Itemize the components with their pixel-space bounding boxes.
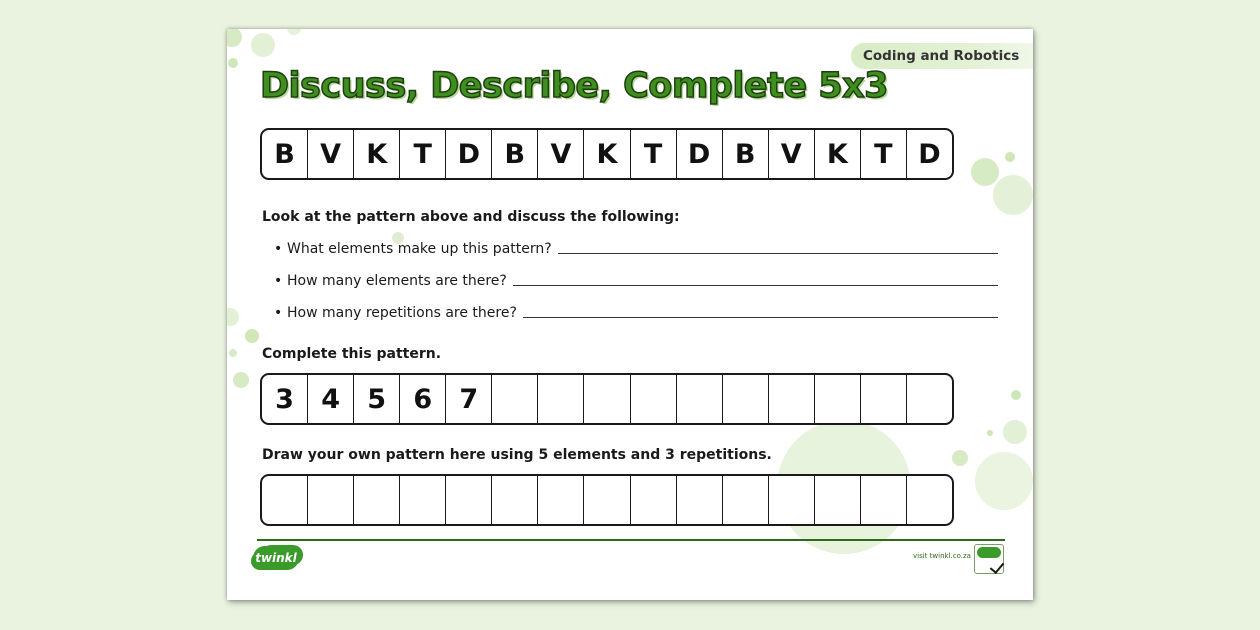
- decorative-bubble: [245, 329, 259, 343]
- pattern-cell: V: [538, 130, 584, 178]
- draw-cell[interactable]: [354, 476, 400, 524]
- decorative-bubble: [233, 372, 249, 388]
- answer-line[interactable]: [513, 285, 998, 286]
- decorative-bubble: [993, 175, 1033, 215]
- complete-cell[interactable]: [492, 375, 538, 423]
- check-icon: [990, 559, 1004, 574]
- bullet: •: [274, 241, 283, 257]
- decorative-bubble: [1005, 152, 1015, 162]
- bullet: •: [274, 273, 283, 289]
- draw-cell[interactable]: [492, 476, 538, 524]
- pattern-cell: D: [446, 130, 492, 178]
- draw-cell[interactable]: [907, 476, 952, 524]
- footer-divider: [257, 539, 1005, 541]
- draw-cell[interactable]: [446, 476, 492, 524]
- draw-pattern-strip: [260, 474, 954, 526]
- question-text: How many elements are there?: [287, 273, 507, 289]
- pattern-cell: T: [400, 130, 446, 178]
- complete-heading: Complete this pattern.: [262, 346, 442, 362]
- decorative-bubble: [1011, 390, 1021, 400]
- complete-cell[interactable]: [815, 375, 861, 423]
- pattern-strip: [260, 128, 954, 180]
- pattern-cell: D: [918, 138, 941, 170]
- complete-cell[interactable]: 6: [400, 375, 446, 423]
- complete-cell[interactable]: [723, 375, 769, 423]
- decorative-bubble: [975, 452, 1033, 510]
- decorative-bubble: [227, 29, 242, 47]
- draw-cell[interactable]: [769, 476, 815, 524]
- decorative-bubble: [952, 450, 968, 466]
- complete-pattern-strip: [260, 373, 954, 425]
- question-row: [274, 237, 998, 257]
- draw-cell[interactable]: [861, 476, 907, 524]
- pattern-cell: B: [262, 130, 308, 178]
- decorative-bubble: [1003, 420, 1027, 444]
- worksheet-page: [227, 29, 1033, 600]
- complete-cell[interactable]: [584, 375, 630, 423]
- complete-cell[interactable]: 3: [262, 375, 308, 423]
- complete-cell[interactable]: [538, 375, 584, 423]
- complete-cell[interactable]: [631, 375, 677, 423]
- complete-cell[interactable]: [769, 375, 815, 423]
- pattern-cell: K: [815, 130, 861, 178]
- pattern-cell: T: [631, 130, 677, 178]
- decorative-bubble: [971, 158, 999, 186]
- draw-cell[interactable]: [584, 476, 630, 524]
- complete-cell[interactable]: [861, 375, 907, 423]
- answer-line[interactable]: [558, 253, 998, 254]
- draw-cell[interactable]: [262, 476, 308, 524]
- pattern-cell: T: [861, 130, 907, 178]
- bullet: •: [274, 305, 283, 321]
- page-title: Discuss, Describe, Complete 5x3: [260, 66, 889, 106]
- decorative-bubble: [987, 430, 993, 436]
- decorative-bubble: [229, 349, 237, 357]
- complete-cell[interactable]: 7: [446, 375, 492, 423]
- complete-cell[interactable]: [677, 375, 723, 423]
- answer-line[interactable]: [523, 317, 998, 318]
- decorative-bubble: [251, 33, 275, 57]
- badge-cloud-icon: [977, 547, 1001, 558]
- draw-cell[interactable]: [308, 476, 354, 524]
- discuss-heading: Look at the pattern above and discuss the following:: [262, 209, 680, 225]
- decorative-bubble: [227, 308, 239, 326]
- decorative-bubble: [228, 58, 238, 68]
- draw-cell[interactable]: [400, 476, 446, 524]
- pattern-cell: V: [769, 130, 815, 178]
- pattern-cell: B: [492, 130, 538, 178]
- decorative-bubble: [287, 29, 301, 35]
- pattern-cell: B: [723, 130, 769, 178]
- draw-cell[interactable]: [677, 476, 723, 524]
- pattern-cell: K: [584, 130, 630, 178]
- question-row: [274, 301, 998, 321]
- website-link[interactable]: visit twinkl.co.za: [913, 552, 971, 560]
- complete-cell[interactable]: 4: [308, 375, 354, 423]
- twinkl-logo: twinkl: [253, 546, 299, 570]
- pattern-cell: K: [354, 130, 400, 178]
- subject-tag: Coding and Robotics: [851, 43, 1033, 69]
- pattern-cell: D: [677, 130, 723, 178]
- complete-cell[interactable]: [907, 375, 952, 423]
- question-text: What elements make up this pattern?: [287, 241, 552, 257]
- draw-cell[interactable]: [723, 476, 769, 524]
- question-row: [274, 269, 998, 289]
- draw-heading: Draw your own pattern here using 5 elements and 3 repetitions.: [262, 447, 772, 463]
- complete-cell[interactable]: 5: [354, 375, 400, 423]
- draw-cell[interactable]: [631, 476, 677, 524]
- draw-cell[interactable]: [815, 476, 861, 524]
- question-text: How many repetitions are there?: [287, 305, 517, 321]
- draw-cell[interactable]: [538, 476, 584, 524]
- pattern-cell: V: [308, 130, 354, 178]
- quality-checked-badge-icon: [974, 544, 1004, 574]
